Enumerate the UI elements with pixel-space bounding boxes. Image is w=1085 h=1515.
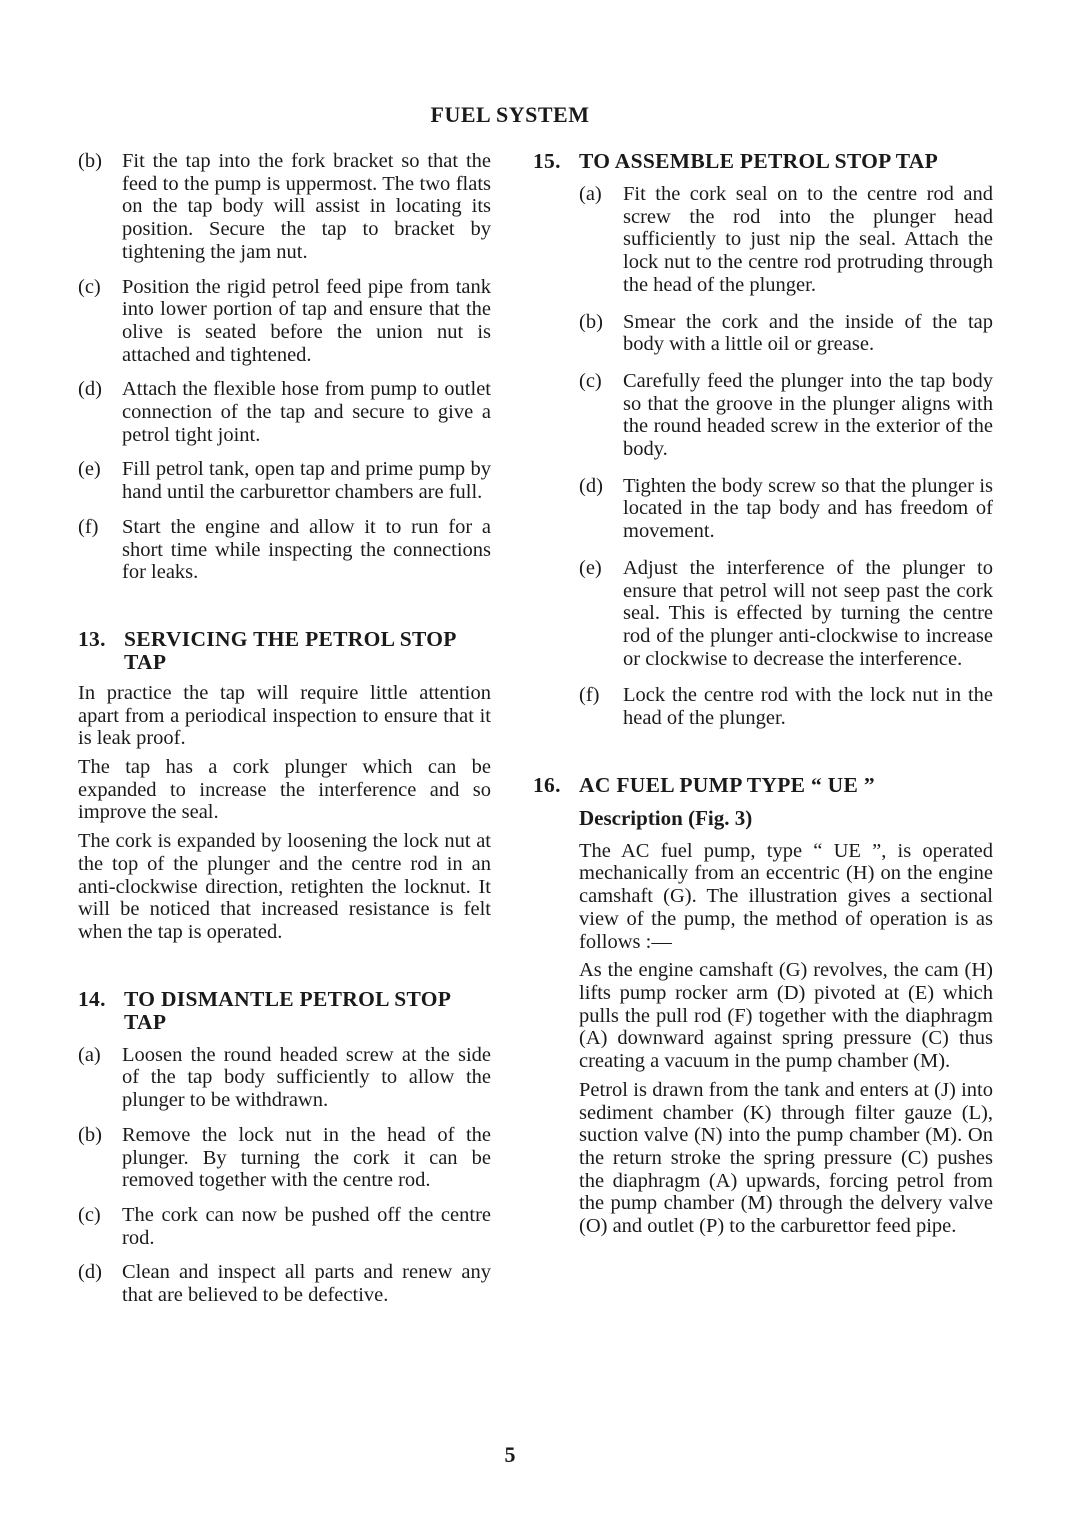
item-label: (c) xyxy=(78,1203,101,1226)
list-item xyxy=(579,370,993,461)
list-item xyxy=(78,516,491,584)
paragraph: The tap has a cork plunger which can be expanded to increase the interference and so improve the seal. xyxy=(78,756,491,824)
section-number: 15. xyxy=(533,149,561,173)
item-label: (a) xyxy=(579,183,602,205)
section-title: TO ASSEMBLE PETROL STOP TAP xyxy=(579,149,938,173)
section-title: AC FUEL PUMP TYPE “ UE ” xyxy=(579,772,875,797)
item-label: (f) xyxy=(579,684,600,707)
list-item xyxy=(579,311,993,356)
item-text: Carefully feed the plunger into the tap body so that the groove in the plunger aligns with the round headed screw in the exterior of the body. xyxy=(623,369,993,461)
item-text: Remove the lock nut in the head of the plunger. By turning the cork it can be removed together with the centre rod. xyxy=(122,1123,491,1192)
right-column xyxy=(533,150,993,1238)
item-label: (d) xyxy=(78,1261,102,1284)
paragraph: Petrol is drawn from the tank and enters at (J) into sediment chamber (K) through filter gauze (L), suction valve (N) into the pump chamber (M). On the return stroke the spring pressure (C) pushes the diaphragm (A) upwards, forcing petrol from the pump chamber (M) through the delvery valve (O) and outlet (P) to the carburettor feed pipe. xyxy=(579,1078,993,1238)
item-label: (d) xyxy=(579,474,603,497)
list-item xyxy=(78,1261,491,1306)
page-number: 5 xyxy=(504,1442,516,1467)
list-item xyxy=(579,557,993,671)
list-item xyxy=(78,378,491,446)
list-item xyxy=(78,1044,491,1112)
item-label: (b) xyxy=(78,150,102,172)
item-text: Fit the cork seal on to the centre rod and screw the rod into the plunger head sufficiently to just nip the seal. Attach the lock nut to the centre rod protruding through the head of the plunger. xyxy=(623,183,993,296)
list-item xyxy=(579,684,993,729)
item-label: (c) xyxy=(579,369,602,392)
paragraph: In practice the tap will require little attention apart from a periodical inspection to ensure that it is leak proof. xyxy=(78,681,491,750)
section-heading xyxy=(78,628,491,674)
section-heading xyxy=(533,150,993,173)
section-title: SERVICING THE PETROL STOP TAP xyxy=(124,626,456,674)
section-number: 13. xyxy=(78,626,106,651)
paragraph: The AC fuel pump, type “ UE ”, is operated mechanically from an eccentric (H) on the engine camshaft (G). The illustration gives a sectional view of the pump, the method of operation is as follows :— xyxy=(579,839,993,953)
item-label: (b) xyxy=(579,310,603,333)
item-label: (a) xyxy=(78,1043,101,1066)
item-label: (b) xyxy=(78,1123,102,1146)
item-text: The cork can now be pushed off the centre rod. xyxy=(122,1203,491,1249)
item-label: (e) xyxy=(579,556,602,579)
list-item xyxy=(78,1204,491,1249)
paragraph: The cork is expanded by loosening the lock nut at the top of the plunger and the centre rod in an anti-clockwise direction, retighten the locknut. It will be noticed that increased resistance is felt when the tap is operated. xyxy=(78,830,491,943)
item-text: Tighten the body screw so that the plunger is located in the tap body and has freedom of movement. xyxy=(623,474,993,543)
section-number: 16. xyxy=(533,772,561,797)
item-label: (c) xyxy=(78,275,101,298)
item-label: (e) xyxy=(78,458,101,481)
item-text: Adjust the interference of the plunger to ensure that petrol will not seep past the cork seal. This is effected by turning the centre rod of the plunger anti-clockwise to increase or clockwise to decrease the interference. xyxy=(623,556,993,670)
item-text: Position the rigid petrol feed pipe from tank into lower portion of tap and ensure that the olive is seated before the union nut is attached and tightened. xyxy=(122,275,491,366)
item-label: (d) xyxy=(78,378,102,401)
list-item xyxy=(579,183,993,297)
subheading: Description (Fig. 3) xyxy=(579,805,753,830)
section-heading xyxy=(78,988,491,1034)
item-text: Clean and inspect all parts and renew any that are believed to be defective. xyxy=(122,1261,491,1307)
list-item xyxy=(78,150,491,264)
item-text: Start the engine and allow it to run for a short time while inspecting the connections for leaks. xyxy=(122,515,491,584)
left-column xyxy=(78,150,491,1307)
item-label: (f) xyxy=(78,515,99,538)
list-item xyxy=(78,276,491,367)
item-text: Fill petrol tank, open tap and prime pump by hand until the carburettor chambers are full. xyxy=(122,458,491,504)
item-text: Fit the tap into the fork bracket so that the feed to the pump is uppermost. The two flats on the tap body will assist in locating its position. Secure the tap to bracket by tightening the jam nut. xyxy=(122,150,491,263)
page-title: FUEL SYSTEM xyxy=(430,102,590,127)
item-text: Loosen the round headed screw at the side of the tap body sufficiently to allow the plunger to be withdrawn. xyxy=(122,1043,491,1112)
paragraph: As the engine camshaft (G) revolves, the cam (H) lifts pump rocker arm (D) pivoted at (E) which pulls the pull rod (F) together with the diaphragm (A) downward against spring pressure (C) thus creating a vacuum in the pump chamber (M). xyxy=(579,959,993,1073)
list-item xyxy=(78,1124,491,1192)
item-text: Attach the flexible hose from pump to outlet connection of the tap and secure to give a petrol tight joint. xyxy=(122,378,491,446)
list-item xyxy=(78,458,491,503)
section-heading xyxy=(533,774,993,797)
section-number: 14. xyxy=(78,986,106,1011)
item-text: Lock the centre rod with the lock nut in the head of the plunger. xyxy=(623,684,993,730)
item-text: Smear the cork and the inside of the tap body with a little oil or grease. xyxy=(623,310,993,356)
list-item xyxy=(579,475,993,543)
section-title: TO DISMANTLE PETROL STOP TAP xyxy=(124,986,451,1034)
